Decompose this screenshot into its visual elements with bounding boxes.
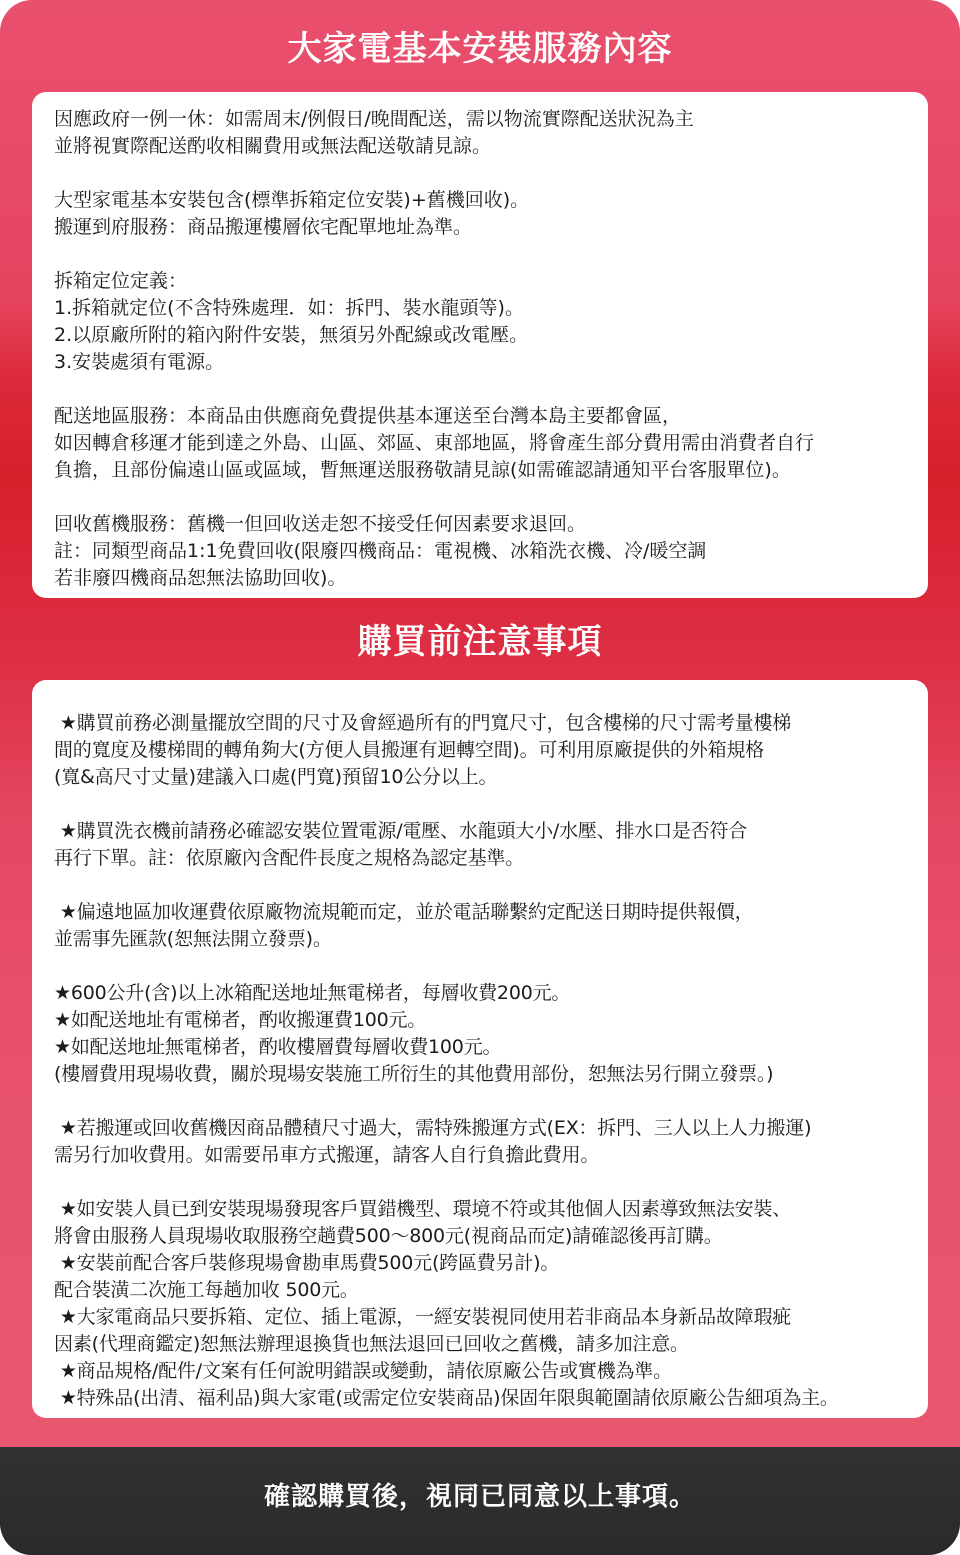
install-service-line: 並將視實際配送酌收相關費用或無法配送敬請見諒。	[54, 135, 492, 157]
purchase-notice-spacer	[54, 791, 928, 818]
install-service-spacer	[54, 241, 928, 268]
purchase-notice-line: ★特殊品(出清、福利品)與大家電(或需定位安裝商品)保固年限與範圍請依原廠公告細項為主。	[54, 1387, 839, 1409]
purchase-notice-line: 間的寬度及樓梯間的轉角夠大(方便人員搬運有迴轉空間)。可利用原廠提供的外箱規格	[54, 739, 765, 761]
install-service-spacer	[54, 160, 928, 187]
purchase-notice-line: (樓層費用現場收費，關於現場安裝施工所衍生的其他費用部份，恕無法另行開立發票。)	[54, 1063, 774, 1085]
install-service-line: 大型家電基本安裝包含(標準拆箱定位安裝)+舊機回收)。	[54, 189, 530, 211]
install-service-line: 如因轉倉移運才能到達之外島、山區、郊區、東部地區，將會產生部分費用需由消費者自行	[54, 432, 815, 454]
purchase-notice-line: ★如配送地址有電梯者，酌收搬運費100元。	[54, 1009, 427, 1031]
install-service-text	[54, 106, 928, 592]
purchase-notice-line: 將會由服務人員現場收取服務空趟費500～800元(視商品而定)請確認後再訂購。	[54, 1225, 723, 1247]
install-service-line: 拆箱定位定義：	[54, 270, 188, 292]
install-service-title: 大家電基本安裝服務內容	[287, 29, 673, 69]
purchase-notice-line: ★如配送地址無電梯者，酌收樓層費每層收費100元。	[54, 1036, 502, 1058]
purchase-notice-spacer	[54, 872, 928, 899]
install-service-line: 3.安裝處須有電源。	[54, 351, 225, 373]
footer-agreement-text: 確認購買後，視同已同意以上事項。	[263, 1482, 696, 1512]
install-service-line: 若非廢四機商品恕無法協助回收)。	[54, 567, 347, 589]
footer-bar	[0, 1447, 960, 1555]
purchase-notice-line: ★600公升(含)以上冰箱配送地址無電梯者，每層收費200元。	[54, 982, 571, 1004]
purchase-notice-line: 再行下單。註：依原廠內含配件長度之規格為認定基準。	[54, 847, 525, 869]
purchase-notice-line: ★商品規格/配件/文案有任何說明錯誤或變動，請依原廠公告或實機為準。	[54, 1360, 672, 1382]
purchase-notice-spacer	[54, 1088, 928, 1115]
install-service-spacer	[54, 376, 928, 403]
purchase-notice-line: ★購買前務必測量擺放空間的尺寸及會經過所有的門寬尺寸，包含樓梯的尺寸需考量樓梯	[54, 712, 792, 734]
install-service-line: 配送地區服務：本商品由供應商免費提供基本運送至台灣本島主要都會區，	[54, 405, 682, 427]
purchase-notice-line: 並需事先匯款(恕無法開立發票)。	[54, 928, 332, 950]
purchase-notice-title: 購買前注意事項	[357, 622, 603, 662]
purchase-notice-line: ★購買洗衣機前請務必確認安裝位置電源/電壓、水龍頭大小/水壓、排水口是否符合	[54, 820, 748, 842]
purchase-notice-line: 需另行加收費用。如需要吊車方式搬運，請客人自行負擔此費用。	[54, 1144, 600, 1166]
purchase-notice-card	[32, 680, 928, 1418]
install-service-card	[32, 92, 928, 598]
purchase-notice-spacer	[54, 953, 928, 980]
install-service-line: 回收舊機服務：舊機一但回收送走恕不接受任何因素要求退回。	[54, 513, 587, 535]
install-service-spacer	[54, 484, 928, 511]
purchase-notice-text	[54, 710, 928, 1412]
install-service-line: 因應政府一例一休：如需周末/例假日/晚間配送，需以物流實際配送狀況為主	[54, 108, 694, 130]
purchase-notice-spacer	[54, 1169, 928, 1196]
install-service-line: 2.以原廠所附的箱內附件安裝，無須另外配線或改電壓。	[54, 324, 529, 346]
purchase-notice-line: ★如安裝人員已到安裝現場發現客戶買錯機型、環境不符或其他個人因素導致無法安裝、	[54, 1198, 792, 1220]
install-service-line: 1.拆箱就定位(不含特殊處理．如：拆門、裝水龍頭等)。	[54, 297, 524, 319]
purchase-notice-line: 配合裝潢二次施工每趟加收 500元。	[54, 1279, 359, 1301]
purchase-notice-line: ★若搬運或回收舊機因商品體積尺寸過大，需特殊搬運方式(EX：拆門、三人以上人力搬運)	[54, 1117, 812, 1139]
install-service-line: 註：同類型商品1:1免費回收(限廢四機商品：電視機、冰箱洗衣機、冷/暖空調	[54, 540, 707, 562]
purchase-notice-line: ★大家電商品只要拆箱、定位、插上電源，一經安裝視同使用若非商品本身新品故障瑕疵	[54, 1306, 792, 1328]
purchase-notice-line: (寬&高尺寸丈量)建議入口處(門寬)預留10公分以上。	[54, 766, 498, 788]
purchase-notice-line: 因素(代理商鑑定)恕無法辦理退換貨也無法退回已回收之舊機，請多加注意。	[54, 1333, 689, 1355]
purchase-notice-line: ★偏遠地區加收運費依原廠物流規範而定，並於電話聯繫約定配送日期時提供報價，	[54, 901, 754, 923]
install-service-line: 負擔，且部份偏遠山區或區域，暫無運送服務敬請見諒(如需確認請通知平台客服單位)。	[54, 459, 791, 481]
install-service-line: 搬運到府服務：商品搬運樓層依宅配單地址為準。	[54, 216, 473, 238]
purchase-notice-line: ★安裝前配合客戶裝修現場會勘車馬費500元(跨區費另計)。	[54, 1252, 560, 1274]
